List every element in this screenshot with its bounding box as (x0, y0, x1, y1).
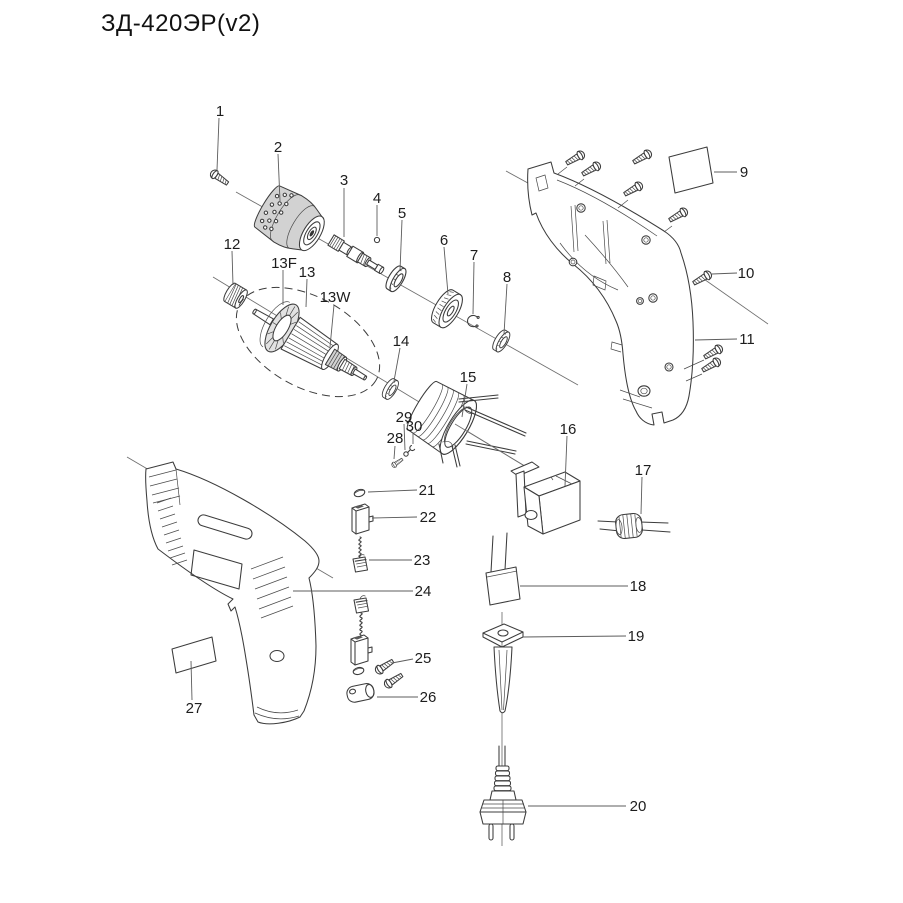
callout-8: 8 (502, 269, 512, 286)
plug-strain-relief (494, 766, 511, 791)
callout-2: 2 (273, 139, 283, 156)
callout-18: 18 (629, 578, 647, 595)
callout-6: 6 (439, 232, 449, 249)
part-16-switch (511, 462, 580, 534)
part-13-armature (240, 288, 380, 402)
part-6-gear (427, 287, 467, 332)
callout-24: 24 (414, 583, 432, 600)
part-28-screw (391, 457, 404, 469)
callout-25: 25 (414, 650, 432, 667)
part-11-housing-right-half (528, 162, 694, 425)
part-27-label-plate (172, 637, 216, 673)
callout-22: 22 (419, 509, 437, 526)
plug-pin-right (510, 824, 514, 840)
callout-15: 15 (459, 369, 477, 386)
part-24-housing-left-half (146, 462, 319, 724)
callout-13F: 13F (271, 255, 297, 272)
callout-10: 10 (737, 265, 755, 282)
part-22-brush-holder (352, 504, 373, 534)
part-19-cord-guard (483, 624, 523, 713)
callout-11: 11 (739, 331, 755, 348)
callout-9: 9 (739, 164, 749, 181)
plug-pin-left (489, 824, 493, 840)
part-30-ring (410, 446, 415, 451)
part-21-brush-cap (353, 488, 365, 498)
part-26-cord-clamp (346, 682, 376, 703)
axis-through-stator (455, 424, 528, 468)
switch-button (525, 511, 537, 520)
callout-19: 19 (627, 628, 645, 645)
callout-12: 12 (223, 236, 241, 253)
part-23-brush-and-spring (353, 537, 368, 572)
callout-3: 3 (339, 172, 349, 189)
part-9-nameplate (669, 147, 713, 193)
callout-13: 13 (298, 264, 316, 281)
callout-1: 1 (215, 103, 225, 120)
callout-16: 16 (559, 421, 577, 438)
part-8-bearing (490, 328, 512, 354)
callout-5: 5 (397, 205, 407, 222)
part-10-screw (691, 269, 713, 287)
callout-30: 30 (405, 418, 423, 435)
part-2-chuck (250, 181, 334, 261)
part-25-screws (374, 657, 405, 690)
callout-29: 29 (395, 409, 413, 426)
part-17-ferrite-choke (598, 513, 670, 540)
callout-21: 21 (418, 482, 436, 499)
callout-13W: 13W (319, 289, 351, 306)
page-title: ЗД-420ЭР(v2) (101, 10, 261, 37)
callout-20: 20 (629, 798, 647, 815)
part-12-gear (222, 282, 250, 310)
part-5-bearing (383, 264, 409, 294)
callout-17: 17 (634, 462, 652, 479)
part-4-ball (374, 237, 379, 242)
callout-26: 26 (419, 689, 437, 706)
callout-28: 28 (386, 430, 404, 447)
part-29-terminal (404, 450, 410, 456)
part-20-power-plug (480, 746, 526, 840)
callout-27: 27 (185, 700, 203, 717)
callout-23: 23 (413, 552, 431, 569)
part-1-screw (209, 168, 231, 187)
part-18-capacitor (486, 533, 520, 605)
callout-7: 7 (469, 247, 479, 264)
callout-14: 14 (392, 333, 410, 350)
callout-4: 4 (372, 190, 382, 207)
second-brush-set (351, 596, 372, 676)
